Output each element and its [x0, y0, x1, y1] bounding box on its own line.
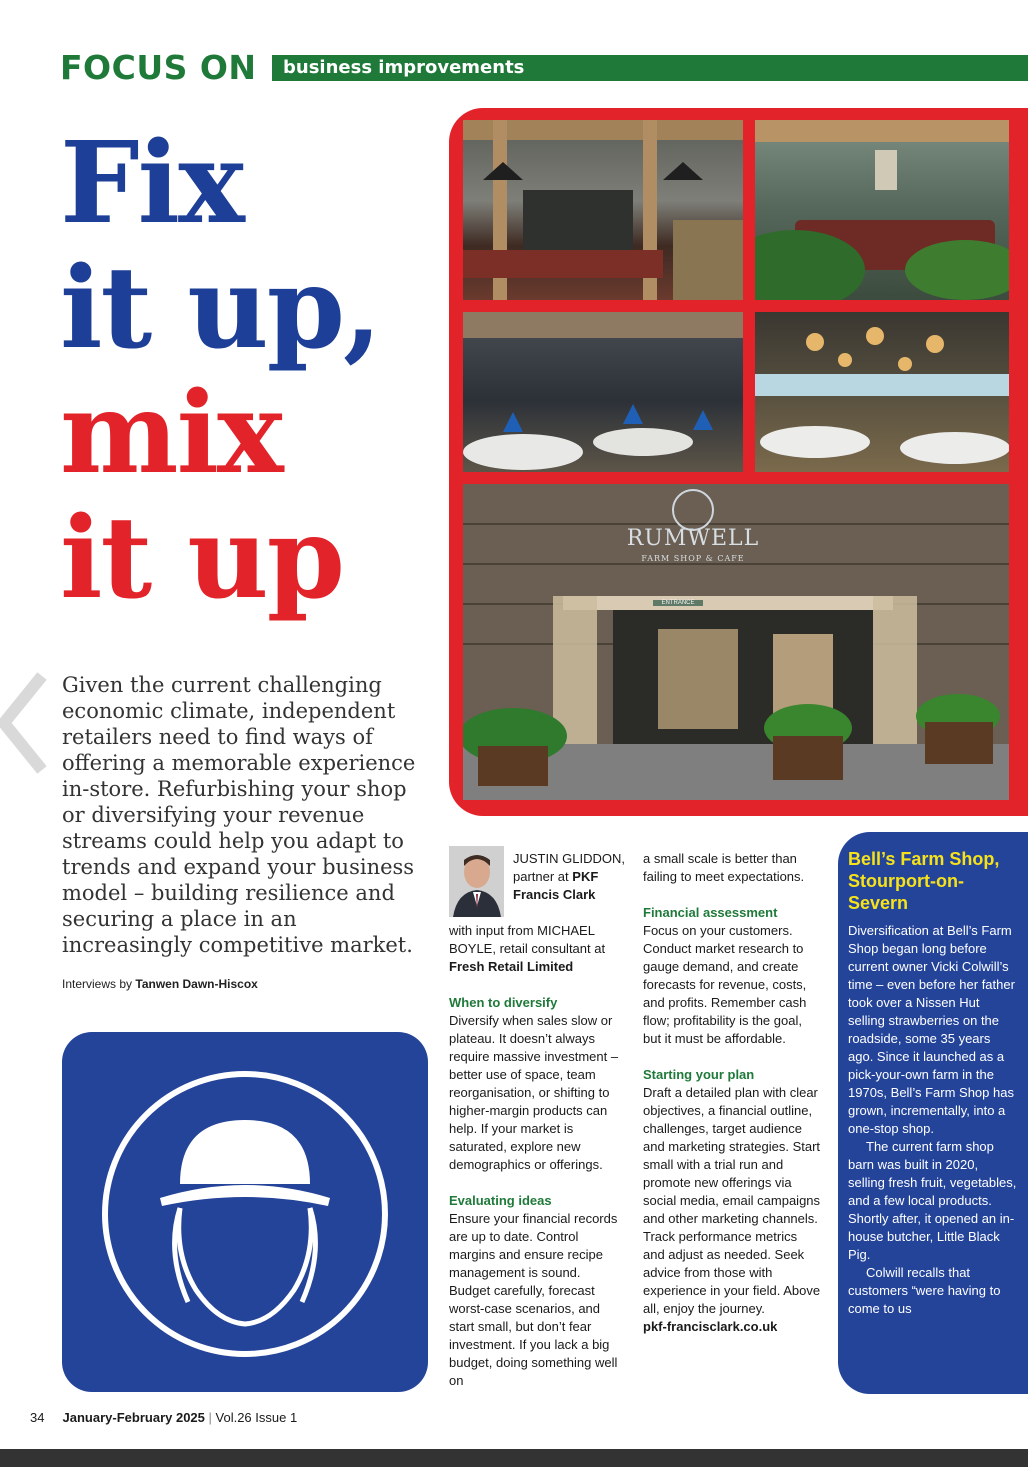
photo-collage: [449, 108, 1028, 816]
headline-line-2: it up,: [60, 243, 381, 374]
bottom-bar: [0, 1449, 1028, 1467]
subhead-starting-your-plan: Starting your plan: [643, 1067, 755, 1082]
website-link[interactable]: pkf-francisclark.co.uk: [643, 1319, 778, 1334]
byline-prefix: Interviews by: [62, 977, 133, 991]
hard-hat-icon: [62, 1032, 428, 1392]
page-footer: 34 January-February 2025 | Vol.26 Issue 1: [30, 1410, 298, 1425]
sidebar-box: [838, 832, 1028, 1394]
cafe-interior-photo: [463, 120, 743, 300]
previous-page-chevron-icon[interactable]: [0, 668, 60, 778]
author-role: partner at: [513, 869, 569, 884]
author-name: JUSTIN GLIDDON,: [513, 851, 625, 866]
body-when-to-diversify: Diversify when sales slow or plateau. It doesn’t always require massive investment – better use of space, team reorganisation, or shifting to higher-margin products can help. If your market is saturated, explore new demographics or offerings.: [449, 1013, 619, 1172]
sidebar-title: Bell’s Farm Shop, Stourport-on-Severn: [848, 849, 1000, 913]
author-photo: [449, 846, 504, 917]
entrance-sign: ENTRANCE: [653, 600, 703, 606]
headline-line-3: mix: [60, 368, 282, 499]
sidebar-paragraph-3: Colwill recalls that customers “were having to come to us: [848, 1265, 1001, 1316]
section-title: business improvements: [283, 57, 525, 78]
byline: [62, 977, 258, 991]
contributor-company: Fresh Retail Limited: [449, 959, 574, 974]
section-label: FOCUS ON: [60, 48, 257, 87]
author-company: PKF Francis Clark: [513, 869, 599, 902]
booth-seating-photo: [755, 120, 1009, 300]
issue-date: January-February 2025: [62, 1410, 205, 1425]
headline-line-1: Fix: [60, 118, 243, 249]
issue-volume: Vol.26 Issue 1: [215, 1410, 298, 1425]
body-evaluating-ideas: Ensure your financial records are up to date. Control margins and ensure recipe management is sound. Budget carefully, forecast worst-case scenarios, and start small, but don’t fear investment. If you lack a big budget, doing something well on: [449, 1211, 618, 1388]
body-evaluating-ideas-cont: a small scale is better than failing to meet expectations.: [643, 851, 805, 884]
farm-shop-entrance-photo: [463, 484, 1009, 800]
byline-author: Tanwen Dawn-Hiscox: [135, 977, 258, 991]
subhead-financial-assessment: Financial assessment: [643, 905, 778, 920]
hard-hat-sign: [62, 1032, 428, 1392]
sidebar-paragraph-1: Diversification at Bell’s Farm Shop began long before current owner Vicki Colwill’s time – even before her father took over a Nissen Hut selling strawberries on the roadside, some 35 years ago. Since it launched as a pick-your-own farm in the 1970s, Bell’s Farm Shop has grown, incrementally, into a one-stop shop.: [848, 923, 1015, 1136]
article-column-1: [449, 922, 621, 1390]
author-credit: [513, 850, 633, 904]
restaurant-photo: [463, 312, 743, 472]
body-financial-assessment: Focus on your customers. Conduct market research to gauge demand, and create forecasts for revenue, costs, and profits. Remember cash flow; profitability is the goal, but it must be affordable.: [643, 923, 807, 1046]
sidebar-paragraph-2: The current farm shop barn was built in 2020, selling fresh fruit, vegetables, and a few local products. Shortly after, it opened an in-house butcher, Little Black Pig.: [848, 1139, 1017, 1262]
headline-line-4: it up: [60, 493, 344, 624]
subhead-evaluating-ideas: Evaluating ideas: [449, 1193, 552, 1208]
article-column-2: [643, 850, 821, 1336]
dining-hall-photo: [755, 312, 1009, 472]
sidebar-body: [848, 922, 1018, 1318]
page-number: 34: [30, 1410, 45, 1425]
contributor-credit: with input from MICHAEL BOYLE, retail consultant at: [449, 923, 606, 956]
standfirst: Given the current challenging economic climate, independent retailers need to find ways of offering a memorable experience in-store. Refurbishing your shop or diversifying your revenue streams could help you adapt to trends and expand your business model – building resilience and securing a place in an increasingly competitive market.: [62, 673, 416, 957]
shop-sign-name: RUMWELL: [626, 526, 760, 551]
body-starting-your-plan: Draft a detailed plan with clear objectives, a financial outline, challenges, target audience and marketing strategies. Start small with a trial run and promote new offerings via social media, email campaigns and other marketing channels. Track performance metrics and adjust as needed. Seek advice from those with experience in your field. Above all, enjoy the journey.: [643, 1085, 821, 1316]
subhead-when-to-diversify: When to diversify: [449, 995, 558, 1010]
shop-sign-subtitle: FARM SHOP & CAFE: [641, 554, 745, 563]
section-banner: [272, 55, 1028, 81]
